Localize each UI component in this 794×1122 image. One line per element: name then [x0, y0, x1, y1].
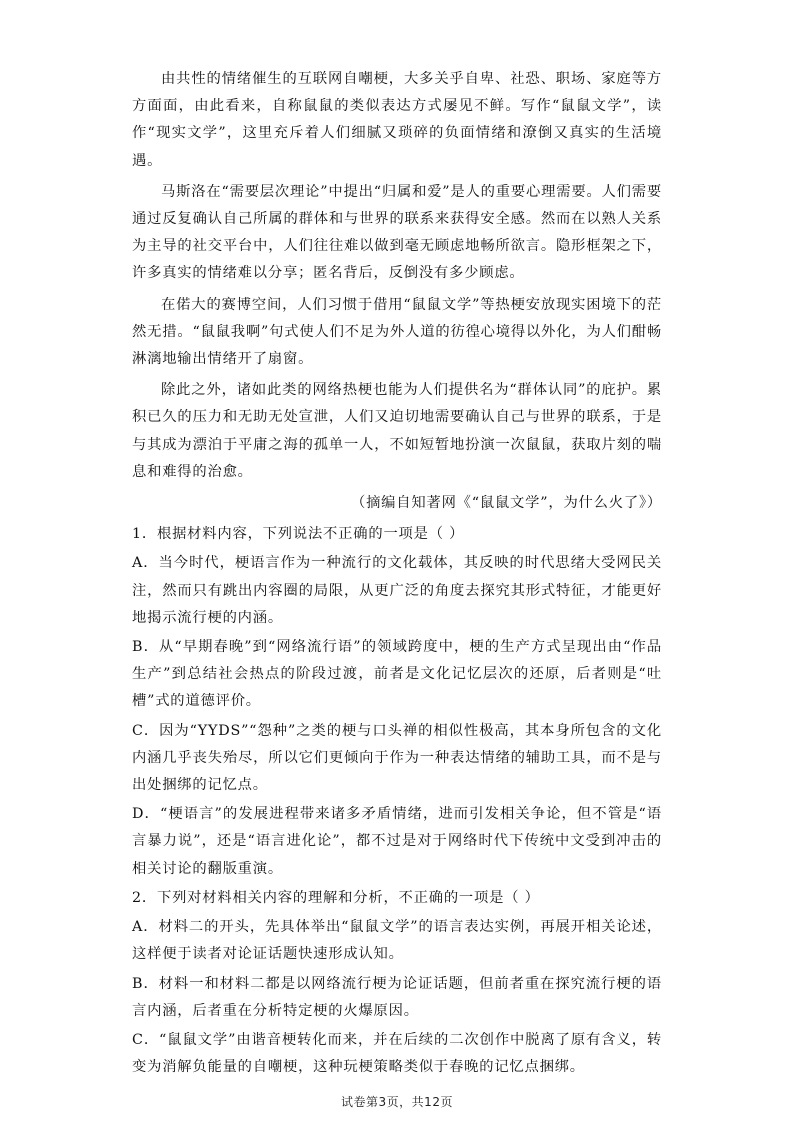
passage-paragraph-4: 除此之外，诸如此类的网络热梗也能为人们提供名为“群体认同”的庇护。累积已久的压力和无助无处宣泄，人们又迫切地需要确认自己与世界的联系，于是与其成为漂泊于平庸之海的孤单一人，不如短暂地扮演一次鼠鼠，获取片刻的喘息和难得的治愈。 — [132, 382, 662, 480]
passage-source: （摘编自知著网《“鼠鼠文学”，为什么火了》） — [350, 495, 662, 512]
question-2-stem: 2．下列对材料相关内容的理解和分析，不正确的一项是（ ） — [132, 889, 540, 906]
passage-paragraph-2: 马斯洛在“需要层次理论”中提出“归属和爱”是人的重要心理需要。人们需要通过反复确认自己所属的群体和与世界的联系来获得安全感。然而在以熟人关系为主导的社交平台中，人们往往难以做到毫无顾虑地畅所欲言。隐形框架之下，许多真实的情绪难以分享；匿名背后，反倒没有多少顾虑。 — [132, 183, 662, 282]
passage-paragraph-3: 在偌大的赛博空间，人们习惯于借用“鼠鼠文学”等热梗安放现实困境下的茫然无措。“鼠鼠我啊”句式使人们不足为外人道的彷徨心境得以外化，为人们酣畅淋漓地输出情绪开了扇窗。 — [132, 296, 662, 368]
question-1-stem: 1．根据材料内容，下列说法不正确的一项是（ ） — [132, 526, 465, 543]
question-1-option-a: A．当今时代，梗语言作为一种流行的文化载体，其反映的时代思绪大受网民关注，然而只有跳出内容圈的局限，从更广泛的角度去探究其形式特征，才能更好地揭示流行梗的内涵。 — [132, 555, 662, 626]
question-2-option-a: A．材料二的开头，先具体举出“鼠鼠文学”的语言表达实例，再展开相关论述，这样便于读者对论证话题快速形成认知。 — [132, 919, 662, 963]
passage-paragraph-1: 由共性的情绪催生的互联网自嘲梗，大多关乎自卑、社恐、职场、家庭等方方面面，由此看来，自称鼠鼠的类似表达方式屡见不鲜。写作“鼠鼠文学”，读作“现实文学”，这里充斥着人们细腻又琐碎的负面情绪和潦倒又真实的生活境遇。 — [132, 71, 662, 169]
question-1-option-b: B．从“早期春晚”到“网络流行语”的领域跨度中，梗的生产方式呈现出由“作品生产”到总结社会热点的阶段过渡，前者是文化记忆层次的还原，后者则是“吐槽”式的道德评价。 — [132, 639, 662, 710]
question-1-option-d: D．“梗语言”的发展进程带来诸多矛盾情绪，进而引发相关争论，但不管是“语言暴力说”，还是“语言进化论”，都不过是对于网络时代下传统中文受到冲击的相关讨论的翻版重演。 — [132, 806, 662, 877]
question-2-option-c: C．“鼠鼠文学”由谐音梗转化而来，并在后续的二次创作中脱离了原有含义，转变为消解负能量的自嘲梗，这种玩梗策略类似于春晚的记忆点捆绑。 — [132, 1031, 662, 1076]
page-footer: 试卷第3页，共12页 — [341, 1095, 453, 1109]
page-content — [132, 66, 662, 1083]
question-1-option-c: C．因为“YYDS”“怨种”之类的梗与口头禅的相似性极高，其本身所包含的文化内涵几乎丧失殆尽，所以它们更倾向于作为一种表达情绪的辅助工具，而不是与出处捆绑的记忆点。 — [132, 722, 662, 794]
question-2-option-b: B．材料一和材料二都是以网络流行梗为论证话题，但前者重在探究流行梗的语言内涵，后者重在分析特定梗的火爆原因。 — [132, 975, 662, 1019]
